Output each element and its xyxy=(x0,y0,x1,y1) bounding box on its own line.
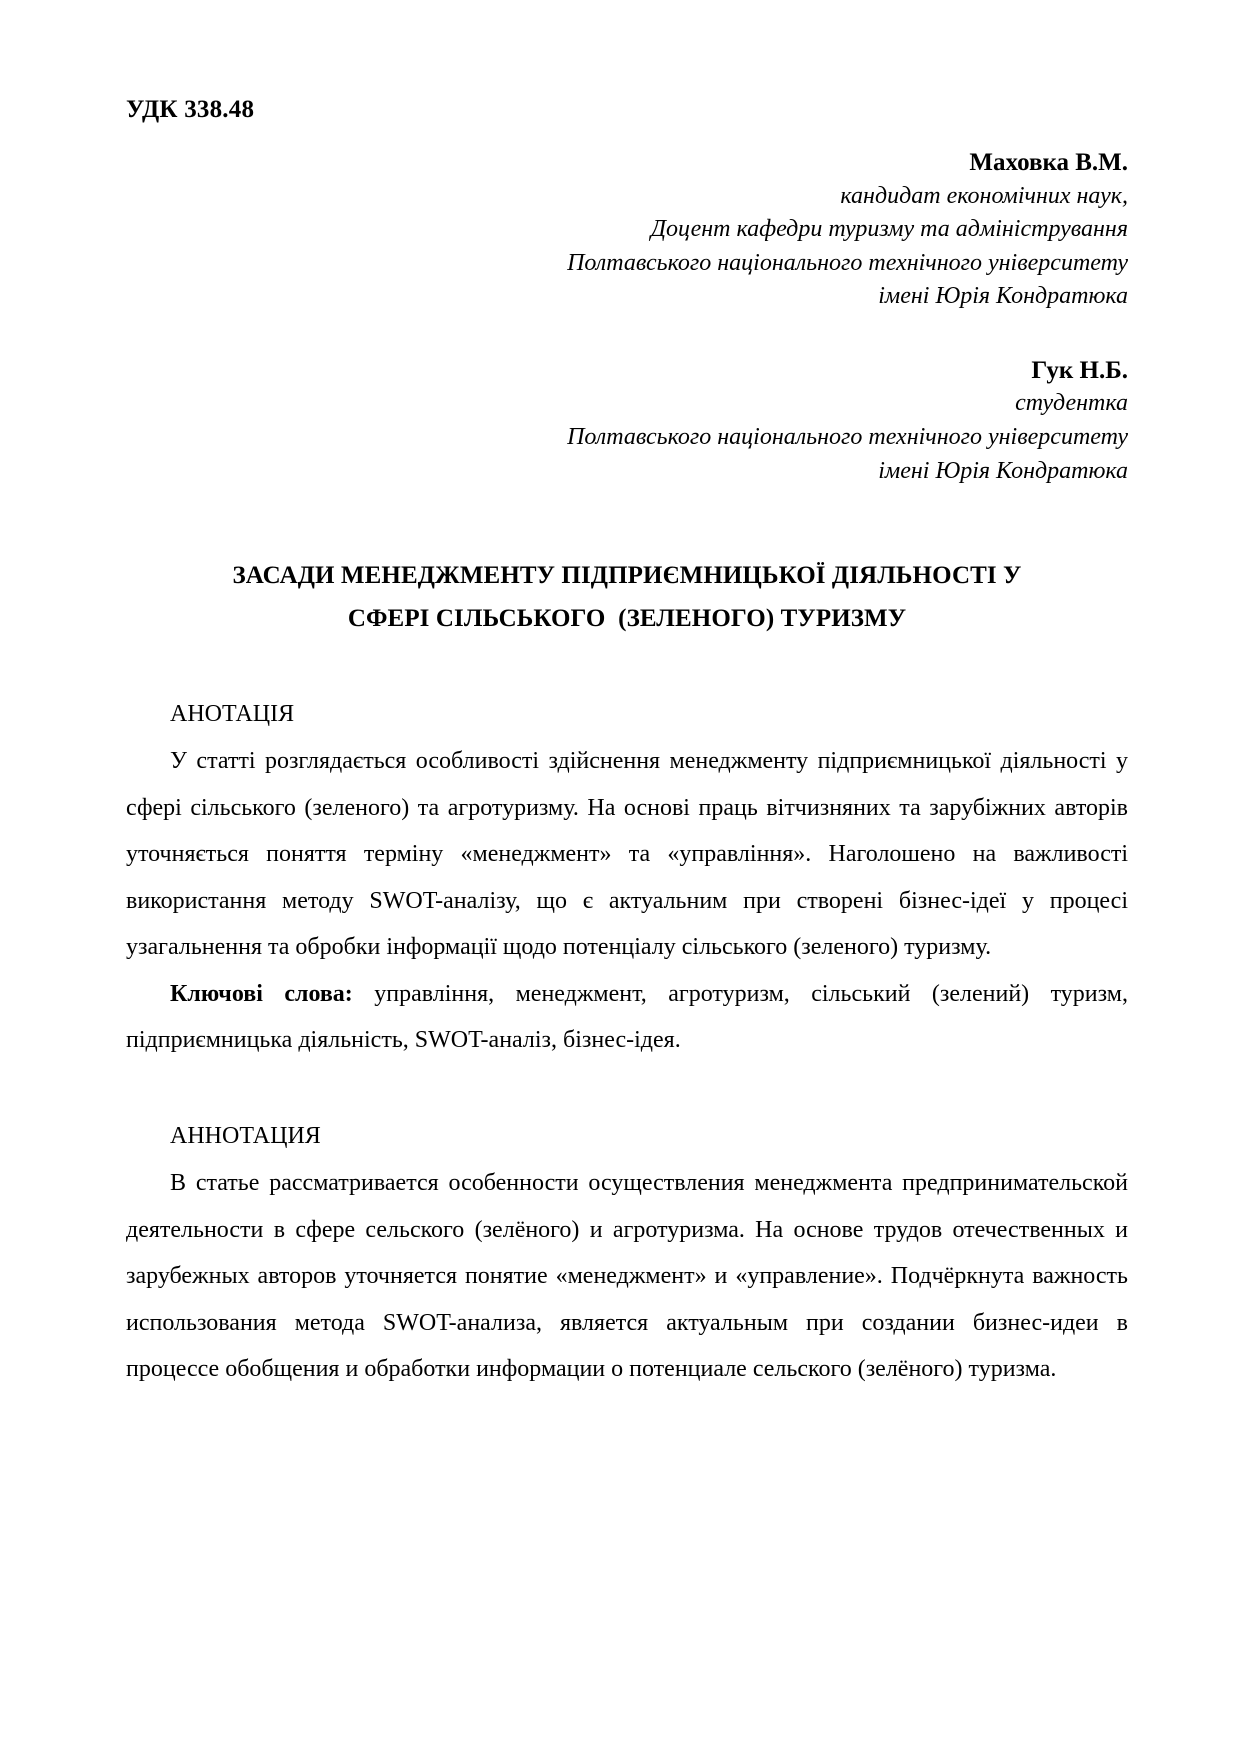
author-affiliation-line: імені Юрія Кондратюка xyxy=(878,457,1128,484)
keywords-uk xyxy=(126,971,1128,1064)
author-affiliation-line: Полтавського національного технічного університету xyxy=(567,423,1128,450)
author-name: Маховка В.М. xyxy=(969,149,1128,176)
abstract-section-ru xyxy=(126,1118,1128,1393)
author-block-2 xyxy=(126,354,1128,488)
author-affiliation-line: кандидат економічних наук, xyxy=(840,182,1128,209)
udk-code: УДК 338.48 xyxy=(126,96,255,123)
author-affiliation-line: Полтавського національного технічного університету xyxy=(567,249,1128,276)
author-block-1 xyxy=(126,146,1128,314)
author-affiliation-line: імені Юрія Кондратюка xyxy=(878,283,1128,310)
abstract-body-uk: У статті розглядається особливості здійснення менеджменту підприємницької діяльності у сфері сільського (зеленого) та агротуризму. На основі праць вітчизняних та зарубіжних авторів уточняється поняття терміну «менеджмент» та «управління». Наголошено на важливості використання методу SWOT-аналізу, що є актуальним при створені бізнес-ідеї у процесі узагальнення та обробки інформації щодо потенціалу сільського (зеленого) туризму. xyxy=(126,748,1128,961)
title-line-1: ЗАСАДИ МЕНЕДЖМЕНТУ ПІДПРИЄМНИЦЬКОЇ ДІЯЛЬНОСТІ У xyxy=(232,562,1022,590)
abstract-heading-ru: АННОТАЦИЯ xyxy=(170,1122,321,1149)
abstract-heading-uk: АНОТАЦІЯ xyxy=(170,701,295,728)
title-line-2: СФЕРІ СІЛЬСЬКОГО (ЗЕЛЕНОГО) ТУРИЗМУ xyxy=(347,605,907,633)
keywords-text: управління, менеджмент, агротуризм, сільський (зелений) туризм, підприємницька діяльність, SWOT-аналіз, бізнес-ідея. xyxy=(126,980,1128,1054)
abstract-body-ru: В статье рассматривается особенности осуществления менеджмента предпринимательской деятельности в сфере сельского (зелёного) и агротуризма. На основе трудов отечественных и зарубежных авторов уточняется понятие «менеджмент» и «управление». Подчёркнута важность использования метода SWOT-анализа, является актуальным при создании бизнес-идеи в процессе обобщения и обработки информации о потенциале сельского (зелёного) туризма. xyxy=(126,1169,1128,1383)
author-name: Гук Н.Б. xyxy=(1031,356,1128,384)
author-affiliation-line: Доцент кафедри туризму та адміністрування xyxy=(650,216,1128,243)
keywords-label: Ключові слова: xyxy=(170,980,353,1007)
author-affiliation-line: студентка xyxy=(1015,390,1128,417)
page-title xyxy=(136,554,1118,640)
